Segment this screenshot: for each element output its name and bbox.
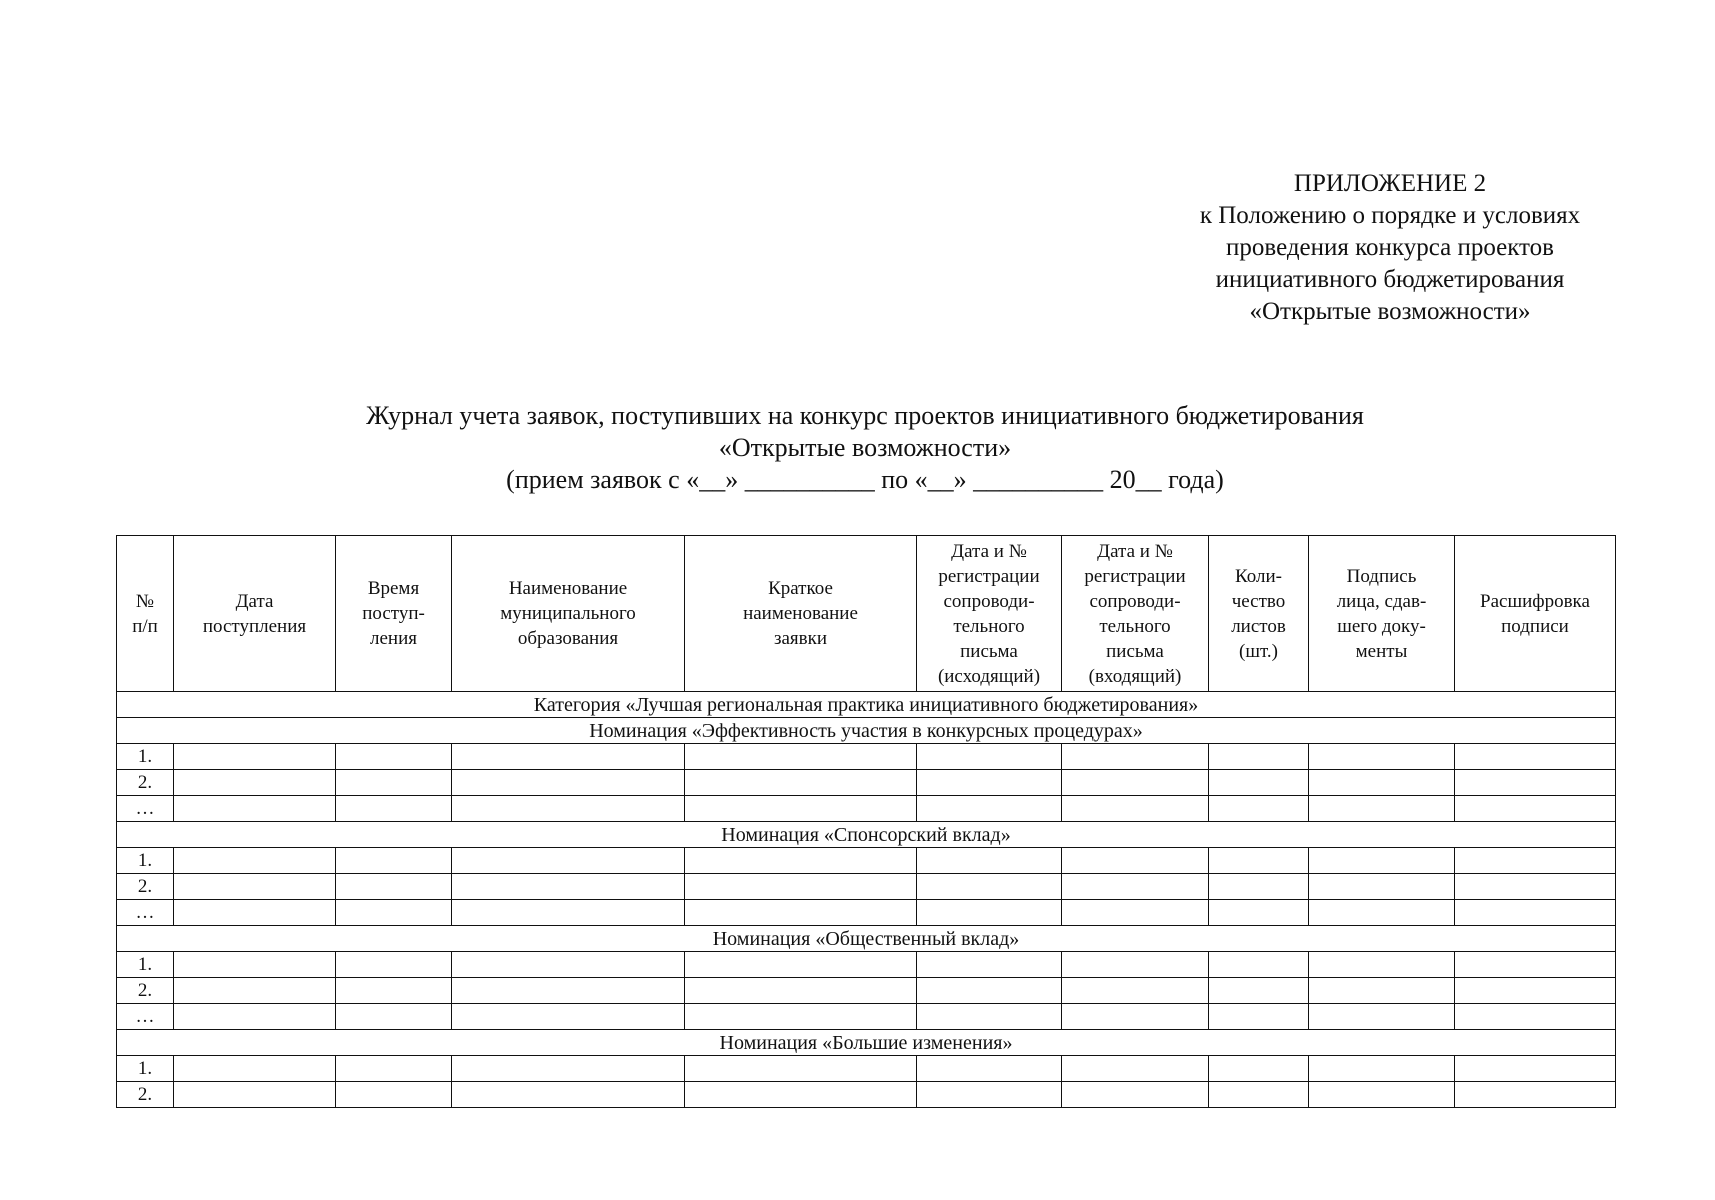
row-number: … <box>117 900 174 926</box>
table-cell <box>1209 978 1309 1004</box>
table-cell <box>1455 770 1616 796</box>
table-cell <box>685 1082 917 1108</box>
table-cell <box>917 770 1062 796</box>
table-cell <box>452 1056 685 1082</box>
table-cell <box>1309 848 1455 874</box>
table-cell <box>1309 1056 1455 1082</box>
appendix-line: «Открытые возможности» <box>1249 298 1531 325</box>
table-row <box>117 770 1616 796</box>
row-number: 2. <box>117 770 174 796</box>
table-cell <box>452 978 685 1004</box>
table-cell <box>1209 1056 1309 1082</box>
table-cell <box>336 874 452 900</box>
table-cell <box>174 900 336 926</box>
table-cell <box>1209 1082 1309 1108</box>
table-cell <box>174 874 336 900</box>
nomination-row <box>117 1030 1616 1056</box>
table-row <box>117 952 1616 978</box>
col-header-receipt-date: Дата поступления <box>174 536 336 692</box>
table-cell <box>917 848 1062 874</box>
table-cell <box>917 744 1062 770</box>
table-cell <box>685 1004 917 1030</box>
appendix-block <box>1140 168 1640 328</box>
row-number: 1. <box>117 848 174 874</box>
appendix-title: ПРИЛОЖЕНИЕ 2 <box>1293 170 1487 197</box>
table-row <box>117 796 1616 822</box>
table-cell <box>452 1082 685 1108</box>
table-row <box>117 978 1616 1004</box>
table-cell <box>1455 1004 1616 1030</box>
table-cell <box>685 978 917 1004</box>
row-number: … <box>117 1004 174 1030</box>
table-cell <box>917 900 1062 926</box>
journal-subtitle: «Открытые возможности» <box>718 433 1012 462</box>
table-body <box>117 692 1616 1108</box>
table-row <box>117 900 1616 926</box>
table-cell <box>1062 1004 1209 1030</box>
table-cell <box>1455 952 1616 978</box>
table-cell <box>336 1004 452 1030</box>
table-cell <box>685 848 917 874</box>
table-cell <box>174 796 336 822</box>
table-cell <box>1062 874 1209 900</box>
appendix-line: к Положению о порядке и условиях <box>1199 202 1581 229</box>
table-cell <box>685 744 917 770</box>
table-row <box>117 744 1616 770</box>
table-cell <box>336 900 452 926</box>
table-cell <box>917 1004 1062 1030</box>
table-cell <box>1062 796 1209 822</box>
table-cell <box>685 796 917 822</box>
table-cell <box>917 1082 1062 1108</box>
table-cell <box>1209 848 1309 874</box>
table-cell <box>1455 874 1616 900</box>
table-cell <box>685 770 917 796</box>
table-cell <box>174 744 336 770</box>
table-cell <box>917 952 1062 978</box>
category-title: Категория «Лучшая региональная практика инициативного бюджетирования» <box>117 692 1616 718</box>
col-header-incoming-letter: Дата и № регистрации сопроводи- тельного письма (входящий) <box>1062 536 1209 692</box>
table-cell <box>1309 874 1455 900</box>
table-row <box>117 1056 1616 1082</box>
table-cell <box>1062 900 1209 926</box>
row-number: 1. <box>117 1056 174 1082</box>
table-cell <box>1209 796 1309 822</box>
table-cell <box>452 744 685 770</box>
appendix-line: инициативного бюджетирования <box>1215 266 1565 293</box>
table-cell <box>336 952 452 978</box>
table-cell <box>1062 848 1209 874</box>
table-cell <box>452 900 685 926</box>
table-cell <box>917 796 1062 822</box>
table-cell <box>1062 1082 1209 1108</box>
table-cell <box>174 978 336 1004</box>
table-cell <box>1209 1004 1309 1030</box>
table-cell <box>336 848 452 874</box>
col-header-signature-transcript: Расшифровка подписи <box>1455 536 1616 692</box>
col-header-receipt-time: Время поступ- ления <box>336 536 452 692</box>
category-row <box>117 692 1616 718</box>
table-cell <box>1209 874 1309 900</box>
table-cell <box>1209 900 1309 926</box>
table-cell <box>336 1056 452 1082</box>
table-cell <box>685 1056 917 1082</box>
table-cell <box>1209 770 1309 796</box>
row-number: 1. <box>117 952 174 978</box>
nomination-row <box>117 718 1616 744</box>
table-cell <box>336 978 452 1004</box>
table-cell <box>336 796 452 822</box>
row-number: 2. <box>117 1082 174 1108</box>
table-cell <box>685 952 917 978</box>
table-cell <box>336 744 452 770</box>
nomination-row <box>117 822 1616 848</box>
table-cell <box>336 770 452 796</box>
table-cell <box>1209 952 1309 978</box>
nomination-title: Номинация «Большие изменения» <box>117 1030 1616 1056</box>
table-cell <box>1309 952 1455 978</box>
table-cell <box>1062 744 1209 770</box>
table-row <box>117 848 1616 874</box>
table-cell <box>452 848 685 874</box>
table-header-row <box>117 536 1616 692</box>
table-cell <box>452 952 685 978</box>
table-cell <box>1309 796 1455 822</box>
table-cell <box>174 1004 336 1030</box>
table-cell <box>917 978 1062 1004</box>
table-cell <box>174 1056 336 1082</box>
journal-title: Журнал учета заявок, поступивших на конкурс проектов инициативного бюджетирования <box>366 401 1364 430</box>
row-number: 2. <box>117 978 174 1004</box>
table-cell <box>1455 744 1616 770</box>
table-cell <box>452 874 685 900</box>
table-cell <box>1309 770 1455 796</box>
table-cell <box>1062 1056 1209 1082</box>
nomination-title: Номинация «Общественный вклад» <box>117 926 1616 952</box>
table-cell <box>1455 848 1616 874</box>
table-cell <box>174 1082 336 1108</box>
table-cell <box>1455 978 1616 1004</box>
table-cell <box>1309 978 1455 1004</box>
row-number: 2. <box>117 874 174 900</box>
table-cell <box>1455 1082 1616 1108</box>
col-header-outgoing-letter: Дата и № регистрации сопроводи- тельного письма (исходящий) <box>917 536 1062 692</box>
nomination-title: Номинация «Спонсорский вклад» <box>117 822 1616 848</box>
table-cell <box>452 1004 685 1030</box>
table-cell <box>174 848 336 874</box>
table-cell <box>174 952 336 978</box>
table-cell <box>1455 900 1616 926</box>
journal-dates: (прием заявок с «__» __________ по «__» __________ 20__ года) <box>506 465 1224 494</box>
table-cell <box>1455 796 1616 822</box>
nomination-title: Номинация «Эффективность участия в конкурсных процедурах» <box>117 718 1616 744</box>
row-number: 1. <box>117 744 174 770</box>
table-cell <box>174 770 336 796</box>
col-header-application-name: Краткое наименование заявки <box>685 536 917 692</box>
table-cell <box>1309 1082 1455 1108</box>
table-row <box>117 874 1616 900</box>
table-cell <box>1455 1056 1616 1082</box>
table-cell <box>1062 952 1209 978</box>
row-number: … <box>117 796 174 822</box>
table-cell <box>1309 744 1455 770</box>
col-header-sheet-count: Коли- чество листов (шт.) <box>1209 536 1309 692</box>
journal-heading <box>200 400 1530 496</box>
table-cell <box>1209 744 1309 770</box>
table-cell <box>917 1056 1062 1082</box>
col-header-number: № п/п <box>117 536 174 692</box>
table-cell <box>685 874 917 900</box>
table-cell <box>917 874 1062 900</box>
table-cell <box>1309 900 1455 926</box>
table-cell <box>1062 770 1209 796</box>
table-row <box>117 1004 1616 1030</box>
col-header-municipality: Наименование муниципального образования <box>452 536 685 692</box>
table-cell <box>336 1082 452 1108</box>
table-cell <box>452 796 685 822</box>
table-cell <box>685 900 917 926</box>
appendix-line: проведения конкурса проектов <box>1226 234 1554 261</box>
table-cell <box>1062 978 1209 1004</box>
col-header-submitter-signature: Подпись лица, сдав- шего доку- менты <box>1309 536 1455 692</box>
table-cell <box>1309 1004 1455 1030</box>
table-row <box>117 1082 1616 1108</box>
applications-log-table <box>116 535 1616 1108</box>
nomination-row <box>117 926 1616 952</box>
table-cell <box>452 770 685 796</box>
